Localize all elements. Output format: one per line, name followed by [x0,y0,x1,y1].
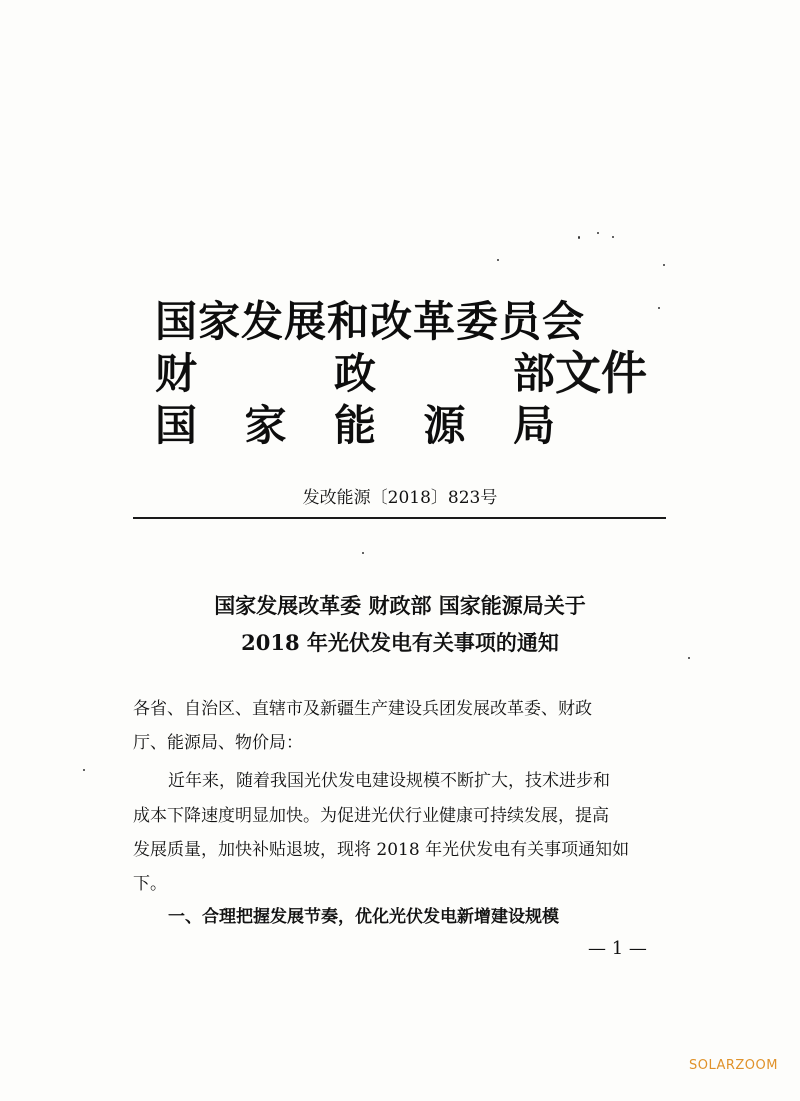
addressee-line-2: 厅、能源局、物价局： [133,733,303,753]
agency-nea-char: 能 [333,401,376,450]
scan-speck [362,552,364,554]
agency-mof-char: 财 [155,349,198,398]
scan-speck [83,769,85,771]
scan-speck [663,264,665,266]
scan-speck [612,236,614,238]
issuing-agencies [155,296,586,452]
agency-nea [155,400,555,452]
scan-speck [597,232,599,234]
agency-nea-char: 国 [155,401,198,450]
agency-nea-char: 局 [512,401,555,450]
document-number: 发改能源〔2018〕823号 [302,488,498,508]
agency-mof-char: 部 [512,349,555,398]
paragraph-line: 近年来，随着我国光伏发电建设规模不断扩大，技术进步和 [168,771,610,791]
agency-nea-char: 家 [244,401,287,450]
agency-ndrc: 国家发展和改革委员会 [155,297,586,346]
agency-mof-char: 政 [333,349,376,398]
addressee-line-1: 各省、自治区、直辖市及新疆生产建设兵团发展改革委、财政 [133,699,592,719]
section-heading: 一、合理把握发展节奏，优化光伏发电新增建设规模 [168,907,559,927]
agency-mof [155,348,555,400]
paragraph-line: 成本下降速度明显加快。为促进光伏行业健康可持续发展，提高 [133,806,609,826]
page-number: — 1 — [588,938,647,959]
scan-speck [688,657,690,659]
scan-speck [497,259,499,261]
notice-title-line-1: 国家发展改革委 财政部 国家能源局关于 [214,593,586,618]
notice-title-line-2: 2018 年光伏发电有关事项的通知 [241,630,559,655]
agency-nea-char: 源 [423,401,466,450]
doc-type-label: 文件 [555,346,647,400]
scan-speck [578,236,580,239]
paragraph-line: 下。 [133,874,167,894]
scan-speck [658,307,660,309]
paragraph-line: 发展质量，加快补贴退坡，现将 2018 年光伏发电有关事项通知如 [133,840,630,860]
header-divider [133,517,666,519]
watermark: SOLARZOOM [688,1058,778,1073]
